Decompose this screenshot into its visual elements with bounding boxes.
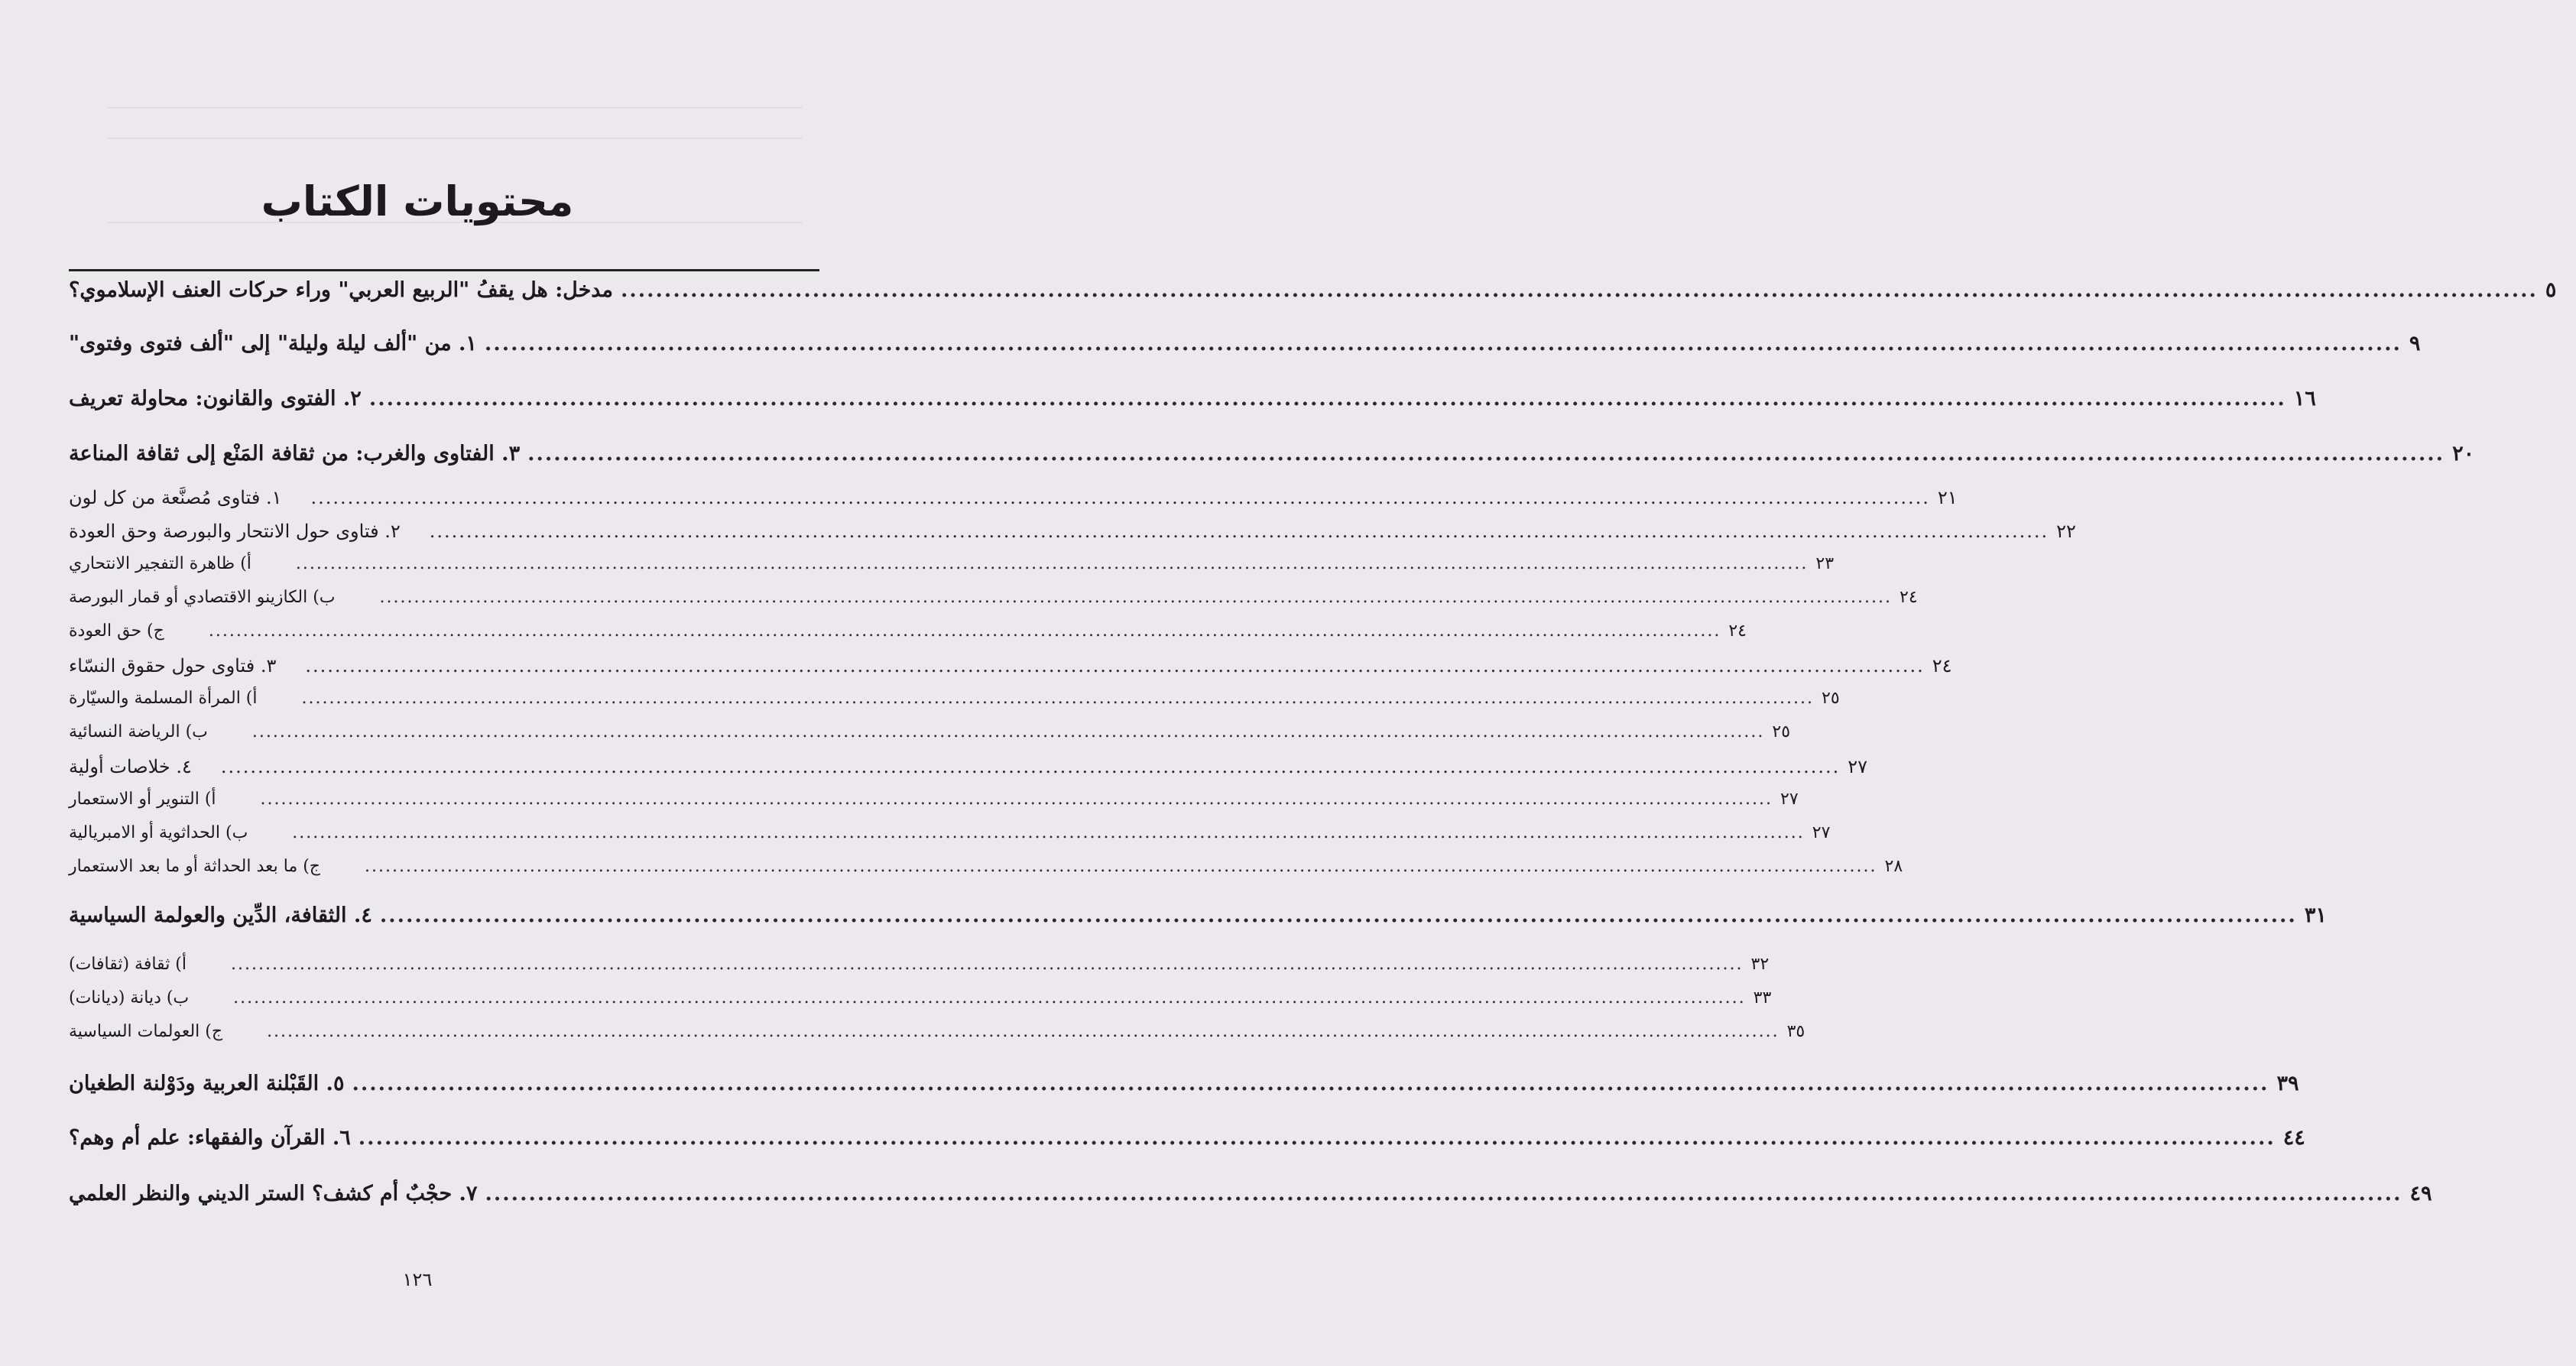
toc-entry-title: ٧. حجْبٌ أم كشف؟ الستر الديني والنظر العلمي bbox=[69, 1182, 478, 1205]
toc-entry-page: ٢٧ bbox=[1848, 756, 1868, 777]
toc-entry bbox=[69, 521, 2076, 542]
title-rule bbox=[69, 269, 819, 271]
toc-entry-title: ٢. الفتوى والقانون: محاولة تعريف bbox=[69, 387, 362, 410]
dot-leader: ............................................................................................................................................................................................................................ bbox=[267, 1022, 1780, 1041]
dot-leader: ............................................................................................................................................................................................................................ bbox=[485, 1182, 2402, 1205]
toc-entry-page: ٩ bbox=[2409, 332, 2421, 355]
toc-entry bbox=[69, 1072, 2299, 1095]
toc-entry bbox=[69, 621, 1747, 641]
toc-entry-page: ٤٤ bbox=[2282, 1126, 2305, 1150]
dot-leader: ............................................................................................................................................................................................................................ bbox=[233, 988, 1746, 1007]
toc-entry-page: ٣٥ bbox=[1786, 1022, 1805, 1041]
toc-entry-title: أ) ثقافة (ثقافات) bbox=[69, 955, 187, 974]
toc-entry-page: ٢٢ bbox=[2056, 521, 2076, 542]
toc-entry-title: ٥. القَبْلنة العربية ودَوْلنة الطغيان bbox=[69, 1072, 345, 1095]
toc-entry-title: ٤. خلاصات أولية bbox=[69, 756, 192, 777]
toc-entry-title: ٦. القرآن والفقهاء: علم أم وهم؟ bbox=[69, 1126, 351, 1150]
dot-leader: ............................................................................................................................................................................................................................ bbox=[292, 823, 1805, 842]
toc-entry bbox=[69, 904, 2327, 927]
dot-leader: ............................................................................................................................................................................................................................ bbox=[620, 278, 2538, 302]
page-number: ١٢٦ bbox=[402, 1269, 433, 1290]
dot-leader: ............................................................................................................................................................................................................................ bbox=[358, 1126, 2276, 1150]
toc-entry-title: ب) الحداثوية أو الامبريالية bbox=[69, 823, 248, 842]
toc-entry-page: ٣٢ bbox=[1750, 955, 1770, 974]
toc-entry bbox=[69, 1126, 2305, 1150]
dot-leader: ............................................................................................................................................................................................................................ bbox=[301, 689, 1815, 708]
bleed-through-line bbox=[107, 107, 803, 109]
toc-entry-page: ٢٠ bbox=[2452, 442, 2475, 466]
toc-entry bbox=[69, 1022, 1805, 1041]
toc-entry-title: مدخل: هل يقفُ "الربيع العربي" وراء حركات العنف الإسلاموي؟ bbox=[69, 278, 613, 302]
toc-entry-page: ٢٨ bbox=[1884, 857, 1903, 876]
toc-entry bbox=[69, 790, 1799, 809]
toc-entry-page: ٢٤ bbox=[1932, 655, 1952, 677]
toc-entry bbox=[69, 332, 2421, 355]
dot-leader: ............................................................................................................................................................................................................................ bbox=[484, 332, 2402, 355]
toc-entry bbox=[69, 487, 1958, 508]
toc-entry bbox=[69, 756, 1868, 777]
toc-entry-page: ٢٥ bbox=[1822, 689, 1840, 708]
toc-entry bbox=[69, 955, 1770, 974]
toc-entry-page: ٢٧ bbox=[1780, 790, 1799, 809]
dot-leader: ............................................................................................................................................................................................................................ bbox=[260, 790, 1773, 809]
dot-leader: ............................................................................................................................................................................................................................ bbox=[310, 487, 1930, 508]
toc-entry-page: ٢٣ bbox=[1815, 554, 1835, 573]
toc-entry bbox=[69, 278, 2557, 302]
dot-leader: ............................................................................................................................................................................................................................ bbox=[368, 387, 2286, 410]
toc-entry bbox=[69, 554, 1835, 573]
dot-leader: ............................................................................................................................................................................................................................ bbox=[379, 904, 2297, 927]
toc-entry-title: ٣. فتاوى حول حقوق النسّاء bbox=[69, 655, 277, 677]
toc-entry bbox=[69, 857, 1903, 876]
toc-entry bbox=[69, 1182, 2432, 1205]
toc-entry-title: ١. من "ألف ليلة وليلة" إلى "ألف فتوى وفتوى" bbox=[69, 332, 477, 355]
toc-entry-title: ٣. الفتاوى والغرب: من ثقافة المَنْع إلى ثقافة المناعة bbox=[69, 442, 521, 466]
dot-leader: ............................................................................................................................................................................................................................ bbox=[352, 1072, 2269, 1095]
dot-leader: ............................................................................................................................................................................................................................ bbox=[305, 655, 1925, 677]
toc-entry bbox=[69, 988, 1772, 1007]
dot-leader: ............................................................................................................................................................................................................................ bbox=[527, 442, 2445, 466]
toc-entry bbox=[69, 823, 1831, 842]
toc-entry-title: أ) المرأة المسلمة والسيّارة bbox=[69, 689, 258, 708]
toc-entry bbox=[69, 655, 1952, 677]
toc-entry-page: ٥ bbox=[2545, 278, 2557, 302]
toc-entry-page: ٤٩ bbox=[2409, 1182, 2432, 1205]
dot-leader: ............................................................................................................................................................................................................................ bbox=[379, 588, 1893, 607]
toc-entry-title: ١. فتاوى مُصنَّعة من كل لون bbox=[69, 487, 282, 508]
toc-entry-page: ٢٤ bbox=[1900, 588, 1918, 607]
toc-entry-page: ٣٣ bbox=[1753, 988, 1772, 1007]
toc-entry-page: ٢٤ bbox=[1728, 621, 1747, 641]
toc-entry-title: ب) الكازينو الاقتصادي أو قمار البورصة bbox=[69, 588, 336, 607]
toc-entry-page: ٣٩ bbox=[2276, 1072, 2299, 1095]
toc-entry-page: ٢٧ bbox=[1812, 823, 1831, 842]
dot-leader: ............................................................................................................................................................................................................................ bbox=[231, 955, 1744, 974]
toc-entry-title: ج) ما بعد الحداثة أو ما بعد الاستعمار bbox=[69, 857, 321, 876]
toc-entry-page: ٢٥ bbox=[1772, 722, 1791, 741]
toc-entry-title: ب) ديانة (ديانات) bbox=[69, 988, 190, 1007]
toc-entry bbox=[69, 689, 1840, 708]
toc-entry bbox=[69, 387, 2316, 410]
toc-entry-page: ١٦ bbox=[2293, 387, 2316, 410]
toc-entry-title: ٤. الثقافة، الدِّين والعولمة السياسية bbox=[69, 904, 372, 927]
dot-leader: ............................................................................................................................................................................................................................ bbox=[208, 621, 1721, 641]
toc-entry bbox=[69, 588, 1918, 607]
dot-leader: ............................................................................................................................................................................................................................ bbox=[220, 756, 1841, 777]
toc-entry bbox=[69, 722, 1791, 741]
dot-leader: ............................................................................................................................................................................................................................ bbox=[295, 554, 1809, 573]
toc-entry-title: أ) التنوير أو الاستعمار bbox=[69, 790, 216, 809]
dot-leader: ............................................................................................................................................................................................................................ bbox=[251, 722, 1765, 741]
toc-entry-title: ج) حق العودة bbox=[69, 621, 164, 641]
toc-entry-title: ج) العولمات السياسية bbox=[69, 1022, 223, 1041]
toc-entry-page: ٢١ bbox=[1937, 487, 1958, 508]
toc-entry-title: ٢. فتاوى حول الانتحار والبورصة وحق العودة bbox=[69, 521, 401, 542]
bleed-through-line bbox=[107, 138, 803, 139]
dot-leader: ............................................................................................................................................................................................................................ bbox=[365, 857, 1877, 876]
dot-leader: ............................................................................................................................................................................................................................ bbox=[429, 521, 2049, 542]
page-title: محتويات الكتاب bbox=[261, 177, 574, 226]
toc-entry-title: ب) الرياضة النسائية bbox=[69, 722, 208, 741]
toc-entry bbox=[69, 442, 2475, 466]
toc-entry-page: ٣١ bbox=[2304, 904, 2327, 927]
toc-entry-title: أ) ظاهرة التفجير الانتحاري bbox=[69, 554, 251, 573]
